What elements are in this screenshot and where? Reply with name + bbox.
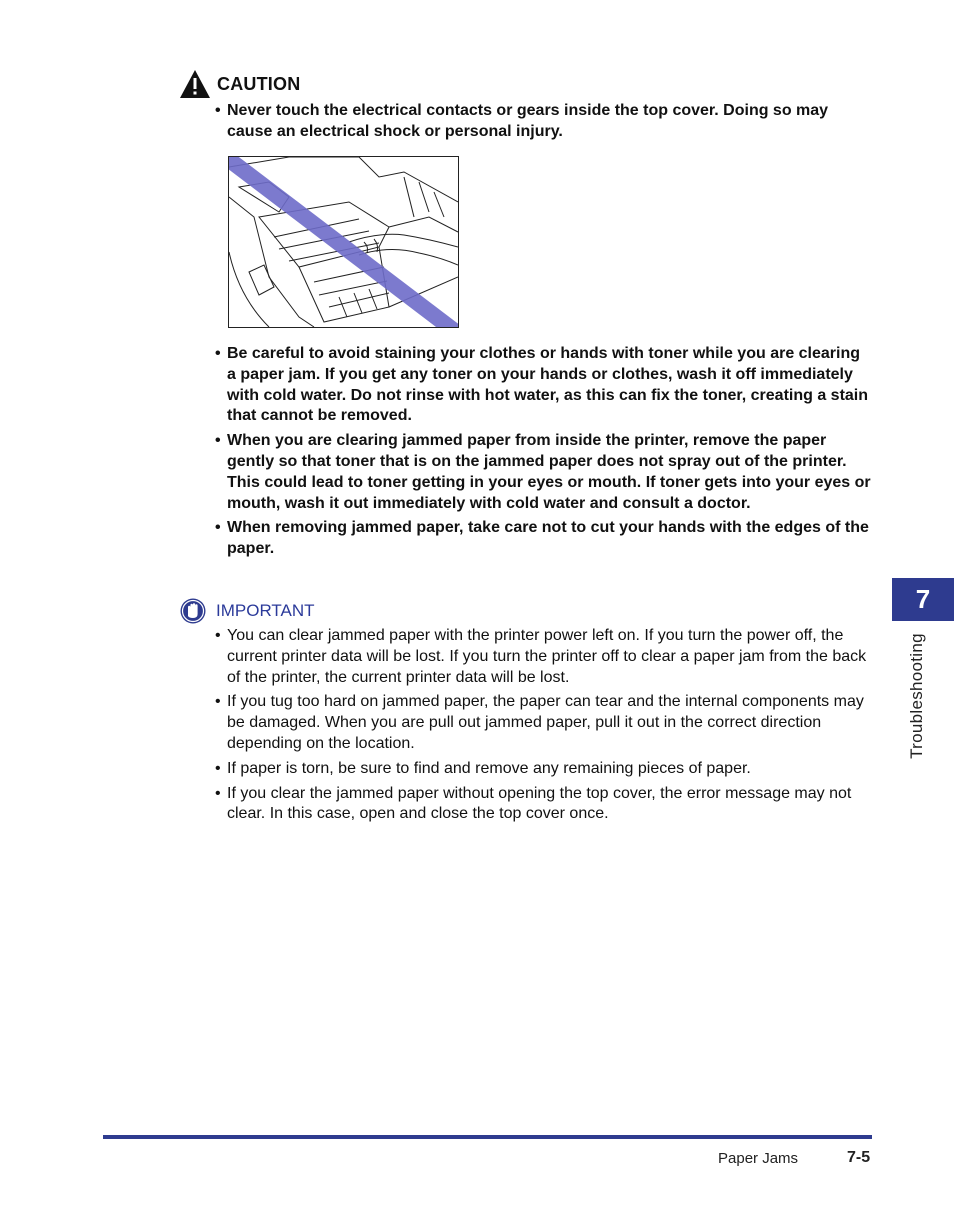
- chapter-side-label: Troubleshooting: [907, 633, 926, 759]
- printer-illustration: [228, 156, 459, 328]
- caution-list-bottom: [215, 344, 871, 564]
- footer-rule: [103, 1135, 872, 1139]
- chapter-tab[interactable]: [892, 578, 954, 621]
- caution-list-top: [215, 101, 871, 147]
- important-title: IMPORTANT: [216, 601, 315, 620]
- important-list: [215, 626, 871, 829]
- caution-title: CAUTION: [217, 73, 301, 94]
- important-item: • You can clear jammed paper with the printer power left on. If you turn the power off, the current printer data will be lost. If you turn the printer off to clear a paper jam from the back of the printer, the current printer data will be lost.: [215, 626, 871, 688]
- caution-item: • Be careful to avoid staining your clothes or hands with toner while you are clearing a paper jam. If you get any toner on your hands or clothes, wash it off immediately with cold water. Do not rinse with hot water, as this can fix the toner, creating a stain that cannot be removed.: [215, 344, 871, 427]
- hand-stop-icon: [179, 597, 207, 625]
- important-item: • If paper is torn, be sure to find and remove any remaining pieces of paper.: [215, 759, 871, 780]
- caution-item: • When removing jammed paper, take care not to cut your hands with the edges of the paper.: [215, 518, 871, 560]
- important-item: • If you clear the jammed paper without opening the top cover, the error message may not clear. In this case, open and close the top cover once.: [215, 784, 871, 826]
- caution-header: [179, 68, 300, 100]
- chapter-number: 7: [915, 584, 931, 614]
- important-header: [179, 597, 315, 625]
- footer-page-number: 7-5: [847, 1149, 871, 1166]
- caution-item: • When you are clearing jammed paper from inside the printer, remove the paper gently so that toner that is on the jammed paper does not spray out of the printer. This could lead to toner getting in your eyes or mouth. If toner gets into your eyes or mouth, wash it out immediately with cold water and consult a doctor.: [215, 431, 871, 514]
- footer-section-title: Paper Jams: [718, 1150, 799, 1167]
- warning-triangle-icon: [179, 69, 211, 99]
- printer-interior-drawing: [229, 157, 458, 327]
- caution-item: • Never touch the electrical contacts or gears inside the top cover. Doing so may cause an electrical shock or personal injury.: [215, 101, 871, 143]
- important-item: • If you tug too hard on jammed paper, the paper can tear and the internal components may be damaged. When you are pull out jammed paper, pull it out in the correct direction depending on the location.: [215, 692, 871, 754]
